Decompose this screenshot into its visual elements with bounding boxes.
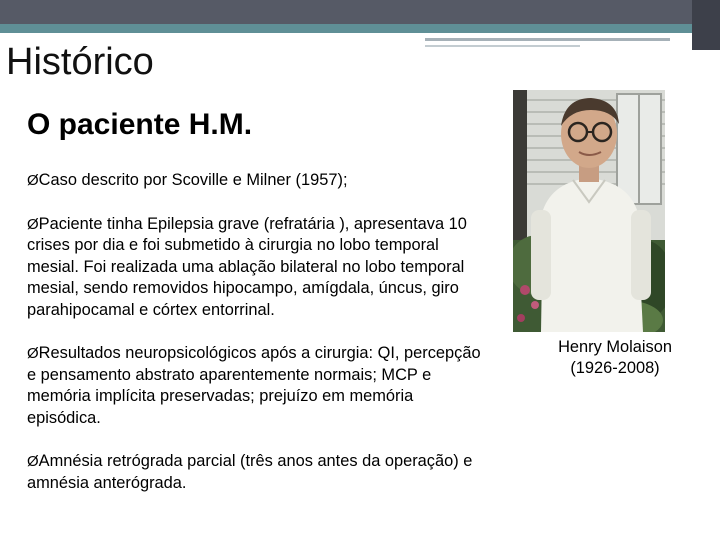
bullet-arrow-icon: Ø [27,172,39,189]
header-decor-line [425,38,670,41]
bullet-item [27,343,487,429]
slide-subtitle: O paciente H.M. [27,108,253,141]
bullet-text: Paciente tinha Epilepsia grave (refratária ), apresentava 10 crises por dia e foi submetido à cirurgia no lobo temporal mesial. Foi realizada uma ablação bilateral no lobo temporal mesial, sendo removidos hipocampo, amígdala, úncus, giro parahipocamal e córtex entorrinal. [27,214,467,319]
header-band [0,0,720,24]
bullet-list [27,170,487,516]
bullet-arrow-icon: Ø [27,453,39,470]
photo-caption [530,337,700,379]
caption-years: (1926-2008) [570,359,660,377]
bullet-item [27,451,487,494]
portrait-photo [513,90,665,332]
caption-name: Henry Molaison [558,338,672,356]
bullet-text: Caso descrito por Scoville e Milner (1957); [38,171,348,189]
header-corner-block [692,0,720,50]
bullet-item [27,214,487,322]
bullet-arrow-icon: Ø [27,345,39,362]
bullet-text: Resultados neuropsicológicos após a cirurgia: QI, percepção e pensamento abstrato aparentemente normais; MCP e memória implícita preservadas; prejuízo em memória episódica. [27,344,481,427]
header-decor-line-short [425,45,580,47]
bullet-item [27,170,487,192]
bullet-text: Amnésia retrógrada parcial (três anos antes da operação) e amnésia anterógrada. [27,452,473,492]
slide-title: Histórico [6,41,154,83]
header-accent-band [0,24,720,33]
bullet-arrow-icon: Ø [27,215,39,233]
